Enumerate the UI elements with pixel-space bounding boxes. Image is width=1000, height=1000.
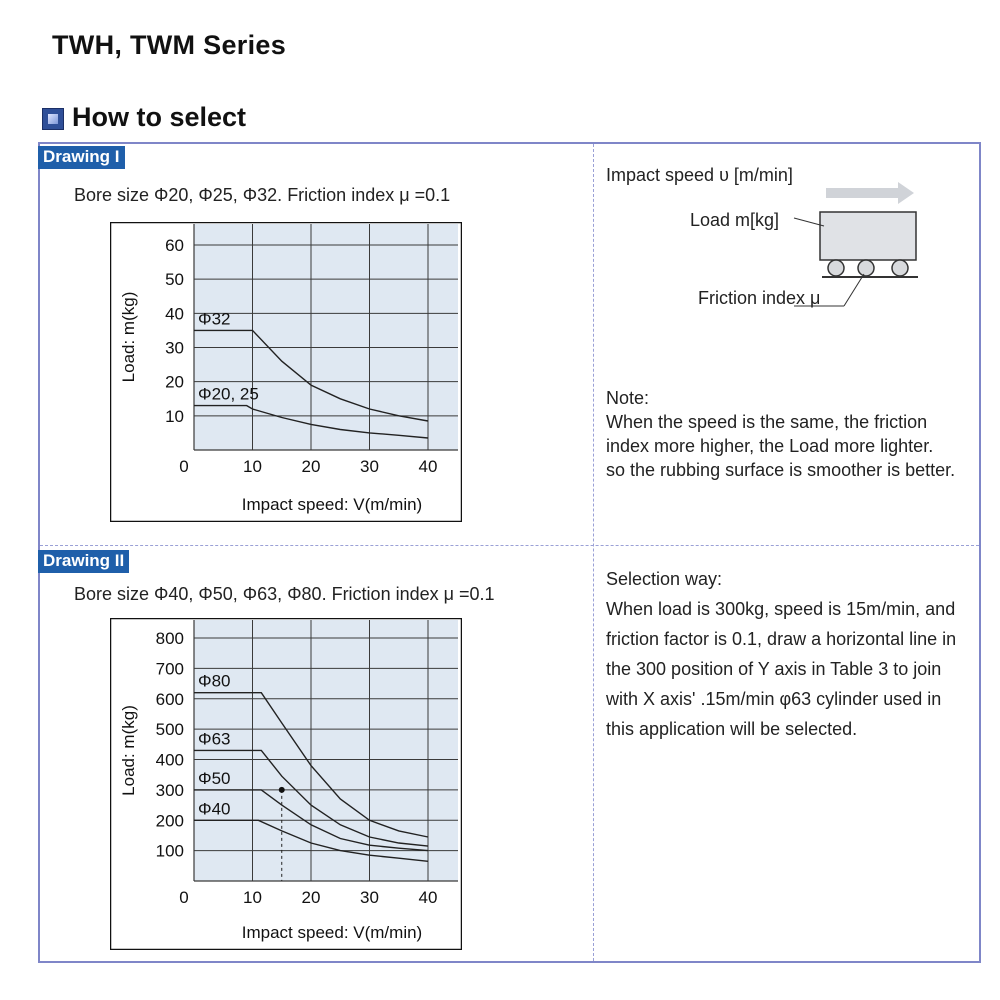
y-tick-label: 200 — [155, 811, 184, 831]
y-tick-label: 50 — [165, 270, 184, 290]
selection-line: friction factor is 0.1, draw a horizontal line in — [606, 629, 957, 649]
x-tick-label: 10 — [243, 457, 262, 476]
square-bullet-icon — [42, 108, 64, 130]
cart-body — [820, 212, 916, 260]
impact-speed-label: Impact speed υ [m/min] — [606, 165, 793, 185]
selection-line: with X axis' .15m/min φ63 cylinder used in — [606, 689, 942, 709]
friction-leader — [844, 274, 864, 306]
note-line: index more higher, the Load more lighter. — [606, 436, 934, 456]
note-line: When the speed is the same, the friction — [606, 412, 928, 432]
chart-drawing-2 — [110, 618, 462, 950]
y-axis-label: Load: m(kg) — [119, 705, 138, 796]
x-tick-label: 30 — [360, 888, 379, 907]
drawing-2-tag: Drawing II — [38, 550, 129, 573]
y-axis-label: Load: m(kg) — [119, 291, 138, 383]
friction-label: Friction index μ — [698, 288, 821, 308]
column-divider — [593, 144, 594, 961]
drawing-1-caption: Bore size Φ20, Φ25, Φ32. Friction index μ =0.1 — [74, 185, 451, 205]
selection-point — [279, 787, 285, 793]
y-tick-label: 700 — [155, 659, 184, 679]
series-label: Φ80 — [198, 671, 231, 691]
drawing-2-caption: Bore size Φ40, Φ50, Φ63, Φ80. Friction index μ =0.1 — [74, 584, 495, 604]
x-axis-label: Impact speed: V(m/min) — [241, 923, 423, 942]
y-tick-label: 400 — [155, 750, 184, 770]
series-label: Φ20, 25 — [198, 384, 259, 404]
x-tick-label: 40 — [418, 457, 438, 476]
y-tick-label: 300 — [155, 780, 184, 800]
series-label: Φ50 — [198, 768, 231, 788]
series-label: Φ40 — [198, 799, 231, 819]
motion-arrow-icon — [826, 182, 914, 204]
selection-line: When load is 300kg, speed is 15m/min, and — [606, 599, 956, 619]
x-axis-label: Impact speed: V(m/min) — [241, 495, 423, 514]
y-tick-label: 40 — [165, 304, 184, 324]
wheel-icon — [892, 260, 908, 276]
x-tick-label: 0 — [179, 457, 189, 476]
y-tick-label: 800 — [155, 629, 184, 648]
page-title: TWH, TWM Series — [52, 30, 287, 60]
x-tick-label: 0 — [179, 888, 189, 907]
series-label: Φ63 — [198, 729, 231, 749]
x-tick-label: 10 — [243, 888, 262, 907]
wheel-icon — [828, 260, 844, 276]
y-tick-label: 30 — [165, 338, 184, 358]
cart-diagram — [780, 178, 930, 318]
load-label: Load m[kg] — [690, 210, 780, 230]
series-label: Φ32 — [198, 309, 231, 329]
drawing-1-tag: Drawing I — [38, 146, 125, 169]
wheel-icon — [858, 260, 874, 276]
x-tick-label: 40 — [418, 888, 438, 907]
note-heading: Note: — [606, 388, 650, 408]
selection-line: this application will be selected. — [606, 719, 858, 739]
y-tick-label: 10 — [165, 406, 184, 426]
section-title: How to select — [72, 102, 247, 132]
note-line: so the rubbing surface is smoother is better. — [606, 460, 956, 480]
x-tick-label: 30 — [360, 457, 379, 476]
chart-drawing-1 — [110, 222, 462, 522]
y-tick-label: 100 — [155, 841, 184, 861]
y-tick-label: 600 — [155, 689, 184, 709]
selection-heading: Selection way: — [606, 569, 723, 589]
selection-block — [606, 564, 956, 744]
selection-line: the 300 position of Y axis in Table 3 to join — [606, 659, 942, 679]
x-tick-label: 20 — [301, 457, 321, 476]
y-tick-label: 20 — [165, 372, 184, 392]
note-block — [606, 386, 955, 482]
y-tick-label: 60 — [165, 236, 184, 255]
x-tick-label: 20 — [301, 888, 321, 907]
y-tick-label: 500 — [155, 720, 184, 740]
row-divider — [40, 545, 979, 546]
